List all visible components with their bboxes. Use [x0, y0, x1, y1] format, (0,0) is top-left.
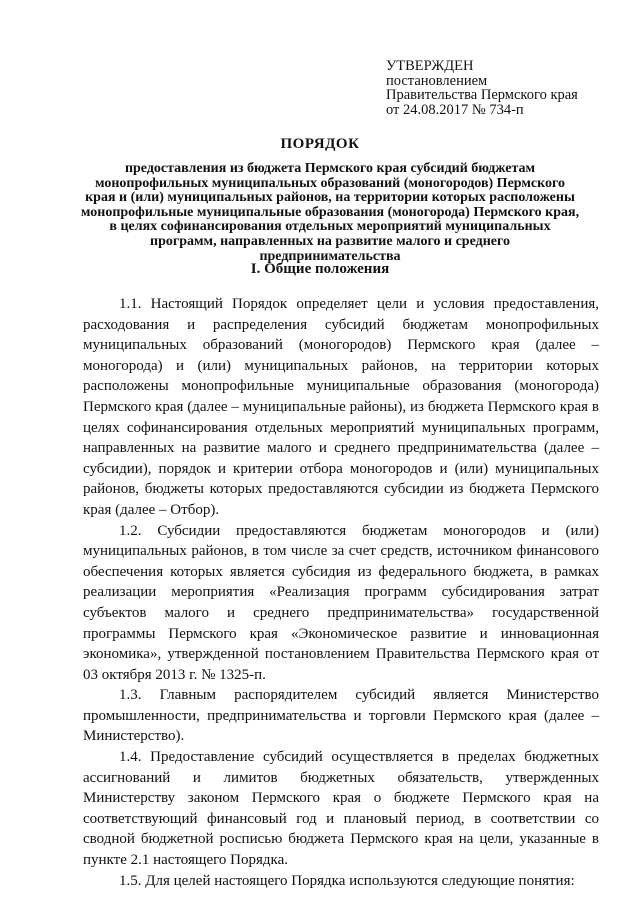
approval-line-approved: УТВЕРЖДЕН — [386, 58, 474, 74]
paragraph-1-1: 1.1. Настоящий Порядок определяет цели и условия предоставления, расходования и распределения субсидий бюджетам монопрофильных муниципальных образований (моногородов) Пермского края (далее – моногорода) и (или) муниципальных районов, на территории которых расположены монопрофильные муниципальные образования (моногорода) Пермского края (далее – муниципальные районы), из бюджета Пермского края в целях софинансирования отдельных мероприятий муниципальных программ, направленных на развитие малого и среднего предпринимательства (далее – субсидии), порядок и критерии отбора моногородов и (или) муниципальных районов, бюджеты которых предоставляются субсидии из бюджета Пермского края (далее – Отбор). — [83, 296, 599, 518]
document-subtitle: предоставления из бюджета Пермского края субсидий бюджетам монопрофильных муниципальных образований (моногородов) Пермского края и (или) муниципальных районов, на территории которых расположены монопрофильные муниципальные образования (моногорода) Пермского края, в целях софинансирования отдельных мероприятий муниципальных программ, направленных на развитие малого и среднего предпринимательства — [80, 161, 580, 264]
paragraph-1-2: 1.2. Субсидии предоставляются бюджетам моногородов и (или) муниципальных районов, в том числе за счет средств, источником финансового обеспечения которых является субсидия из федерального бюджета, в рамках реализации мероприятия «Реализация программ субсидирования затрат субъектов малого и среднего предпринимательства» государственной программы Пермского края «Экономическое развитие и инновационная экономика», утвержденной постановлением Правительства Пермского края от 03 октября 2013 г. № 1325-п. — [83, 522, 599, 683]
approval-line-by-resolution: постановлением — [386, 72, 488, 89]
approval-stamp — [386, 59, 626, 117]
approval-line-government: Правительства Пермского края — [386, 87, 578, 103]
paragraph-1-5: 1.5. Для целей настоящего Порядка используются следующие понятия: — [119, 872, 575, 889]
section-body — [83, 294, 599, 891]
paragraph-1-3: 1.3. Главным распорядителем субсидий является Министерство промышленности, предпринимательства и торговли Пермского края (далее – Министерство). — [83, 687, 599, 745]
approval-line-date-number: от 24.08.2017 № 734-п — [386, 101, 524, 118]
document-title: ПОРЯДОК — [280, 136, 360, 152]
section-heading: I. Общие положения — [250, 261, 390, 277]
paragraph-1-4: 1.4. Предоставление субсидий осуществляется в пределах бюджетных ассигнований и лимитов бюджетных обязательств, утвержденных Министерству законом Пермского края о бюджете Пермского края на соответствующий финансовый год и плановый период, в соответствии со сводной бюджетной росписью бюджета Пермского края на цели, указанные в пункте 2.1 настоящего Порядка. — [83, 749, 599, 869]
